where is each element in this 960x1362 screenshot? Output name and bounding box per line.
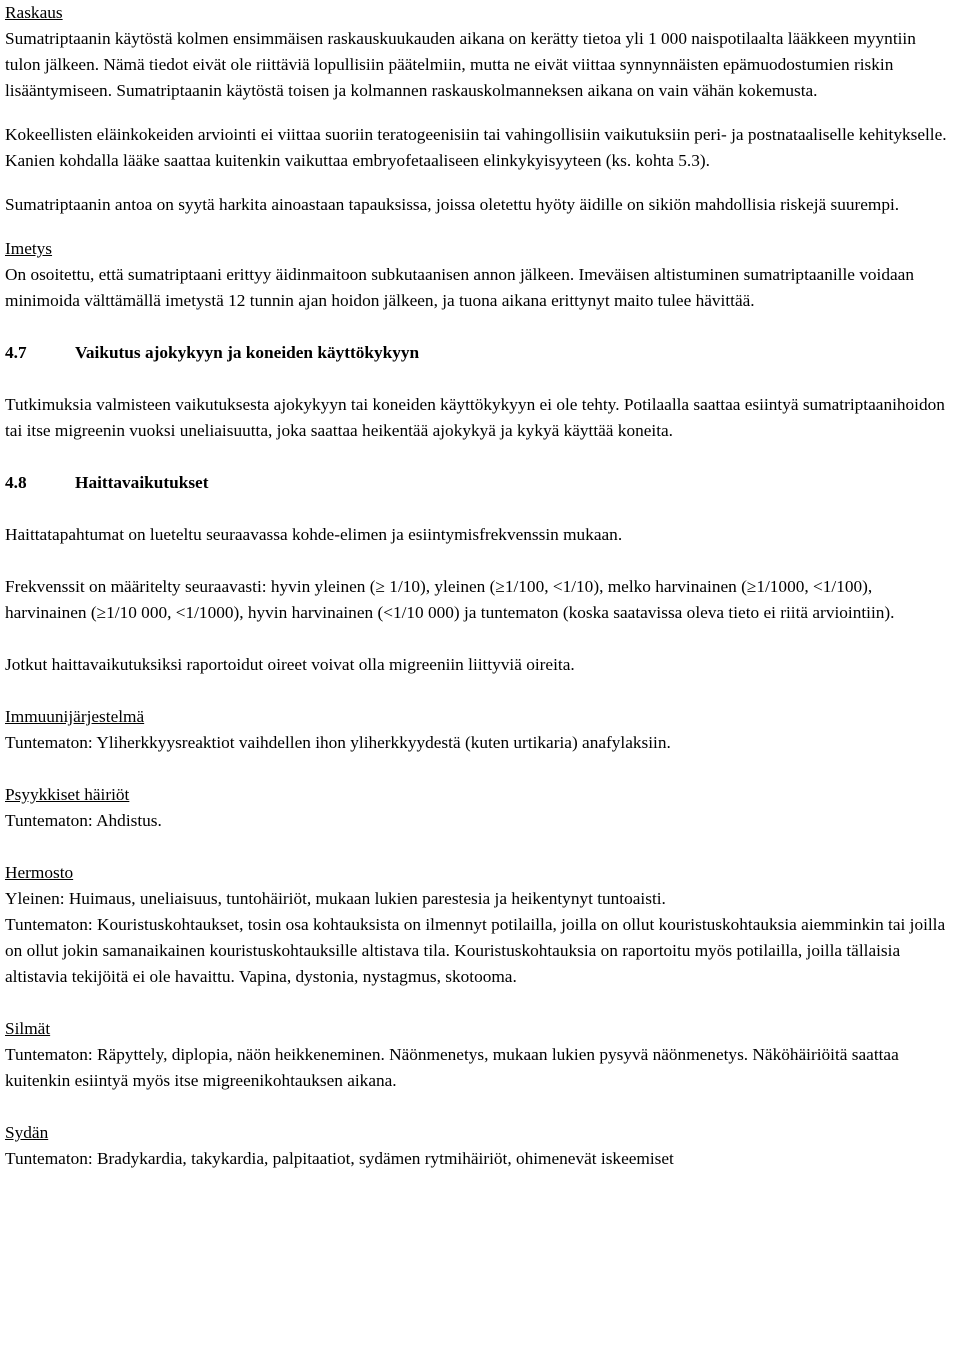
paragraph-4-7-1: Tutkimuksia valmisteen vaikutuksesta ajokykyyn tai koneiden käyttökykyyn ei ole tehty. Potilaalla saattaa esiintyä sumatriptaanihoidon tai itse migreenin vuoksi uneliaisuutta, joka saattaa heikentää ajokykyä ja kykyä käyttää koneita.: [5, 395, 945, 440]
section-heading-4-8: [5, 470, 955, 496]
section-heading-4-7: [5, 340, 955, 366]
paragraph-eyes: Tuntematon: Räpyttely, diplopia, näön heikkeneminen. Näönmenetys, mukaan lukien pysyvä näönmenetys. Näköhäiriöitä saattaa kuitenkin esiintyä myös itse migreenikohtauksen aikana.: [5, 1045, 899, 1090]
subheading-sydan: Sydän: [5, 1123, 49, 1142]
subheading-psyykkiset: Psyykkiset häiriöt: [5, 785, 130, 804]
paragraph-4-8-3: Jotkut haittavaikutuksiksi raportoidut oireet voivat olla migreeniin liittyviä oireita.: [5, 655, 575, 674]
subheading-raskaus: Raskaus: [5, 3, 63, 22]
paragraph-nervous-common: Yleinen: Huimaus, uneliaisuus, tuntohäiriöt, mukaan lukien parestesia ja heikentynyt tuntoaisti.: [5, 889, 666, 908]
paragraph-imetys-1: On osoitettu, että sumatriptaani erittyy äidinmaitoon subkutaanisen annon jälkeen. Imeväisen altistuminen sumatriptaanille voidaan minimoida välttämällä imetystä 12 tunnin ajan hoidon jälkeen, ja tuona aikana erittynyt maito tulee hävittää.: [5, 265, 914, 310]
section-number: 4.7: [5, 343, 27, 362]
section-title: Haittavaikutukset: [75, 473, 209, 492]
paragraph-heart: Tuntematon: Bradykardia, takykardia, palpitaatiot, sydämen rytmihäiriöt, ohimenevät iskeemiset: [5, 1149, 674, 1168]
paragraph-raskaus-3: Sumatriptaanin antoa on syytä harkita ainoastaan tapauksissa, joissa oletettu hyöty äidille on sikiön mahdollisia riskejä suurempi.: [5, 195, 900, 214]
subheading-immuunijarjestelma: Immuunijärjestelmä: [5, 707, 145, 726]
document-page: [5, 0, 955, 1172]
section-title: Vaikutus ajokykyyn ja koneiden käyttökykyyn: [75, 343, 420, 362]
subheading-hermosto: Hermosto: [5, 863, 74, 882]
paragraph-immune: Tuntematon: Yliherkkyysreaktiot vaihdellen ihon yliherkkyydestä (kuten urtikaria) anafylaksiin.: [5, 733, 671, 752]
paragraph-4-8-2: Frekvenssit on määritelty seuraavasti: hyvin yleinen (≥ 1/10), yleinen (≥1/100, <1/10), melko harvinainen (≥1/1000, <1/100), harvinainen (≥1/10 000, <1/1000), hyvin harvinainen (<1/10 000) ja tuntematon (koska saatavissa oleva tieto ei riitä arviointiin).: [5, 577, 895, 622]
paragraph-nervous-unknown: Tuntematon: Kouristuskohtaukset, tosin osa kohtauksista on ilmennyt potilailla, joilla on ollut kouristuskohtauksia aiemminkin tai joilla on ollut jokin samanaikainen kouristuskohtauksille altistava tila. Kouristuskohtauksia on raportoitu myös potilailla, joilla tällaisia altistavia tekijöitä ei ole havaittu. Vapina, dystonia, nystagmus, skotooma.: [5, 915, 946, 986]
paragraph-psych: Tuntematon: Ahdistus.: [5, 811, 162, 830]
paragraph-raskaus-2: Kokeellisten eläinkokeiden arviointi ei viittaa suoriin teratogeenisiin tai vahingollisiin vaikutuksiin peri- ja postnataaliselle kehitykselle. Kanien kohdalla lääke saattaa kuitenkin vaikuttaa embryofetaaliseen elinkykyisyyteen (ks. kohta 5.3).: [5, 125, 947, 170]
paragraph-raskaus-1: Sumatriptaanin käytöstä kolmen ensimmäisen raskauskuukauden aikana on kerätty tietoa yli 1 000 naispotilaalta lääkkeen myyntiin tulon jälkeen. Nämä tiedot eivät ole riittäviä lopullisiin päätelmiin, mutta ne eivät viittaa synnynnäisten epämuodostumien riskin lisääntymiseen. Sumatriptaanin käytöstä toisen ja kolmannen raskauskolmanneksen aikana on vain vähän kokemusta.: [5, 29, 916, 100]
paragraph-4-8-1: Haittatapahtumat on lueteltu seuraavassa kohde-elimen ja esiintymisfrekvenssin mukaan.: [5, 525, 623, 544]
subheading-silmat: Silmät: [5, 1019, 51, 1038]
subheading-imetys: Imetys: [5, 239, 53, 258]
section-number: 4.8: [5, 473, 27, 492]
